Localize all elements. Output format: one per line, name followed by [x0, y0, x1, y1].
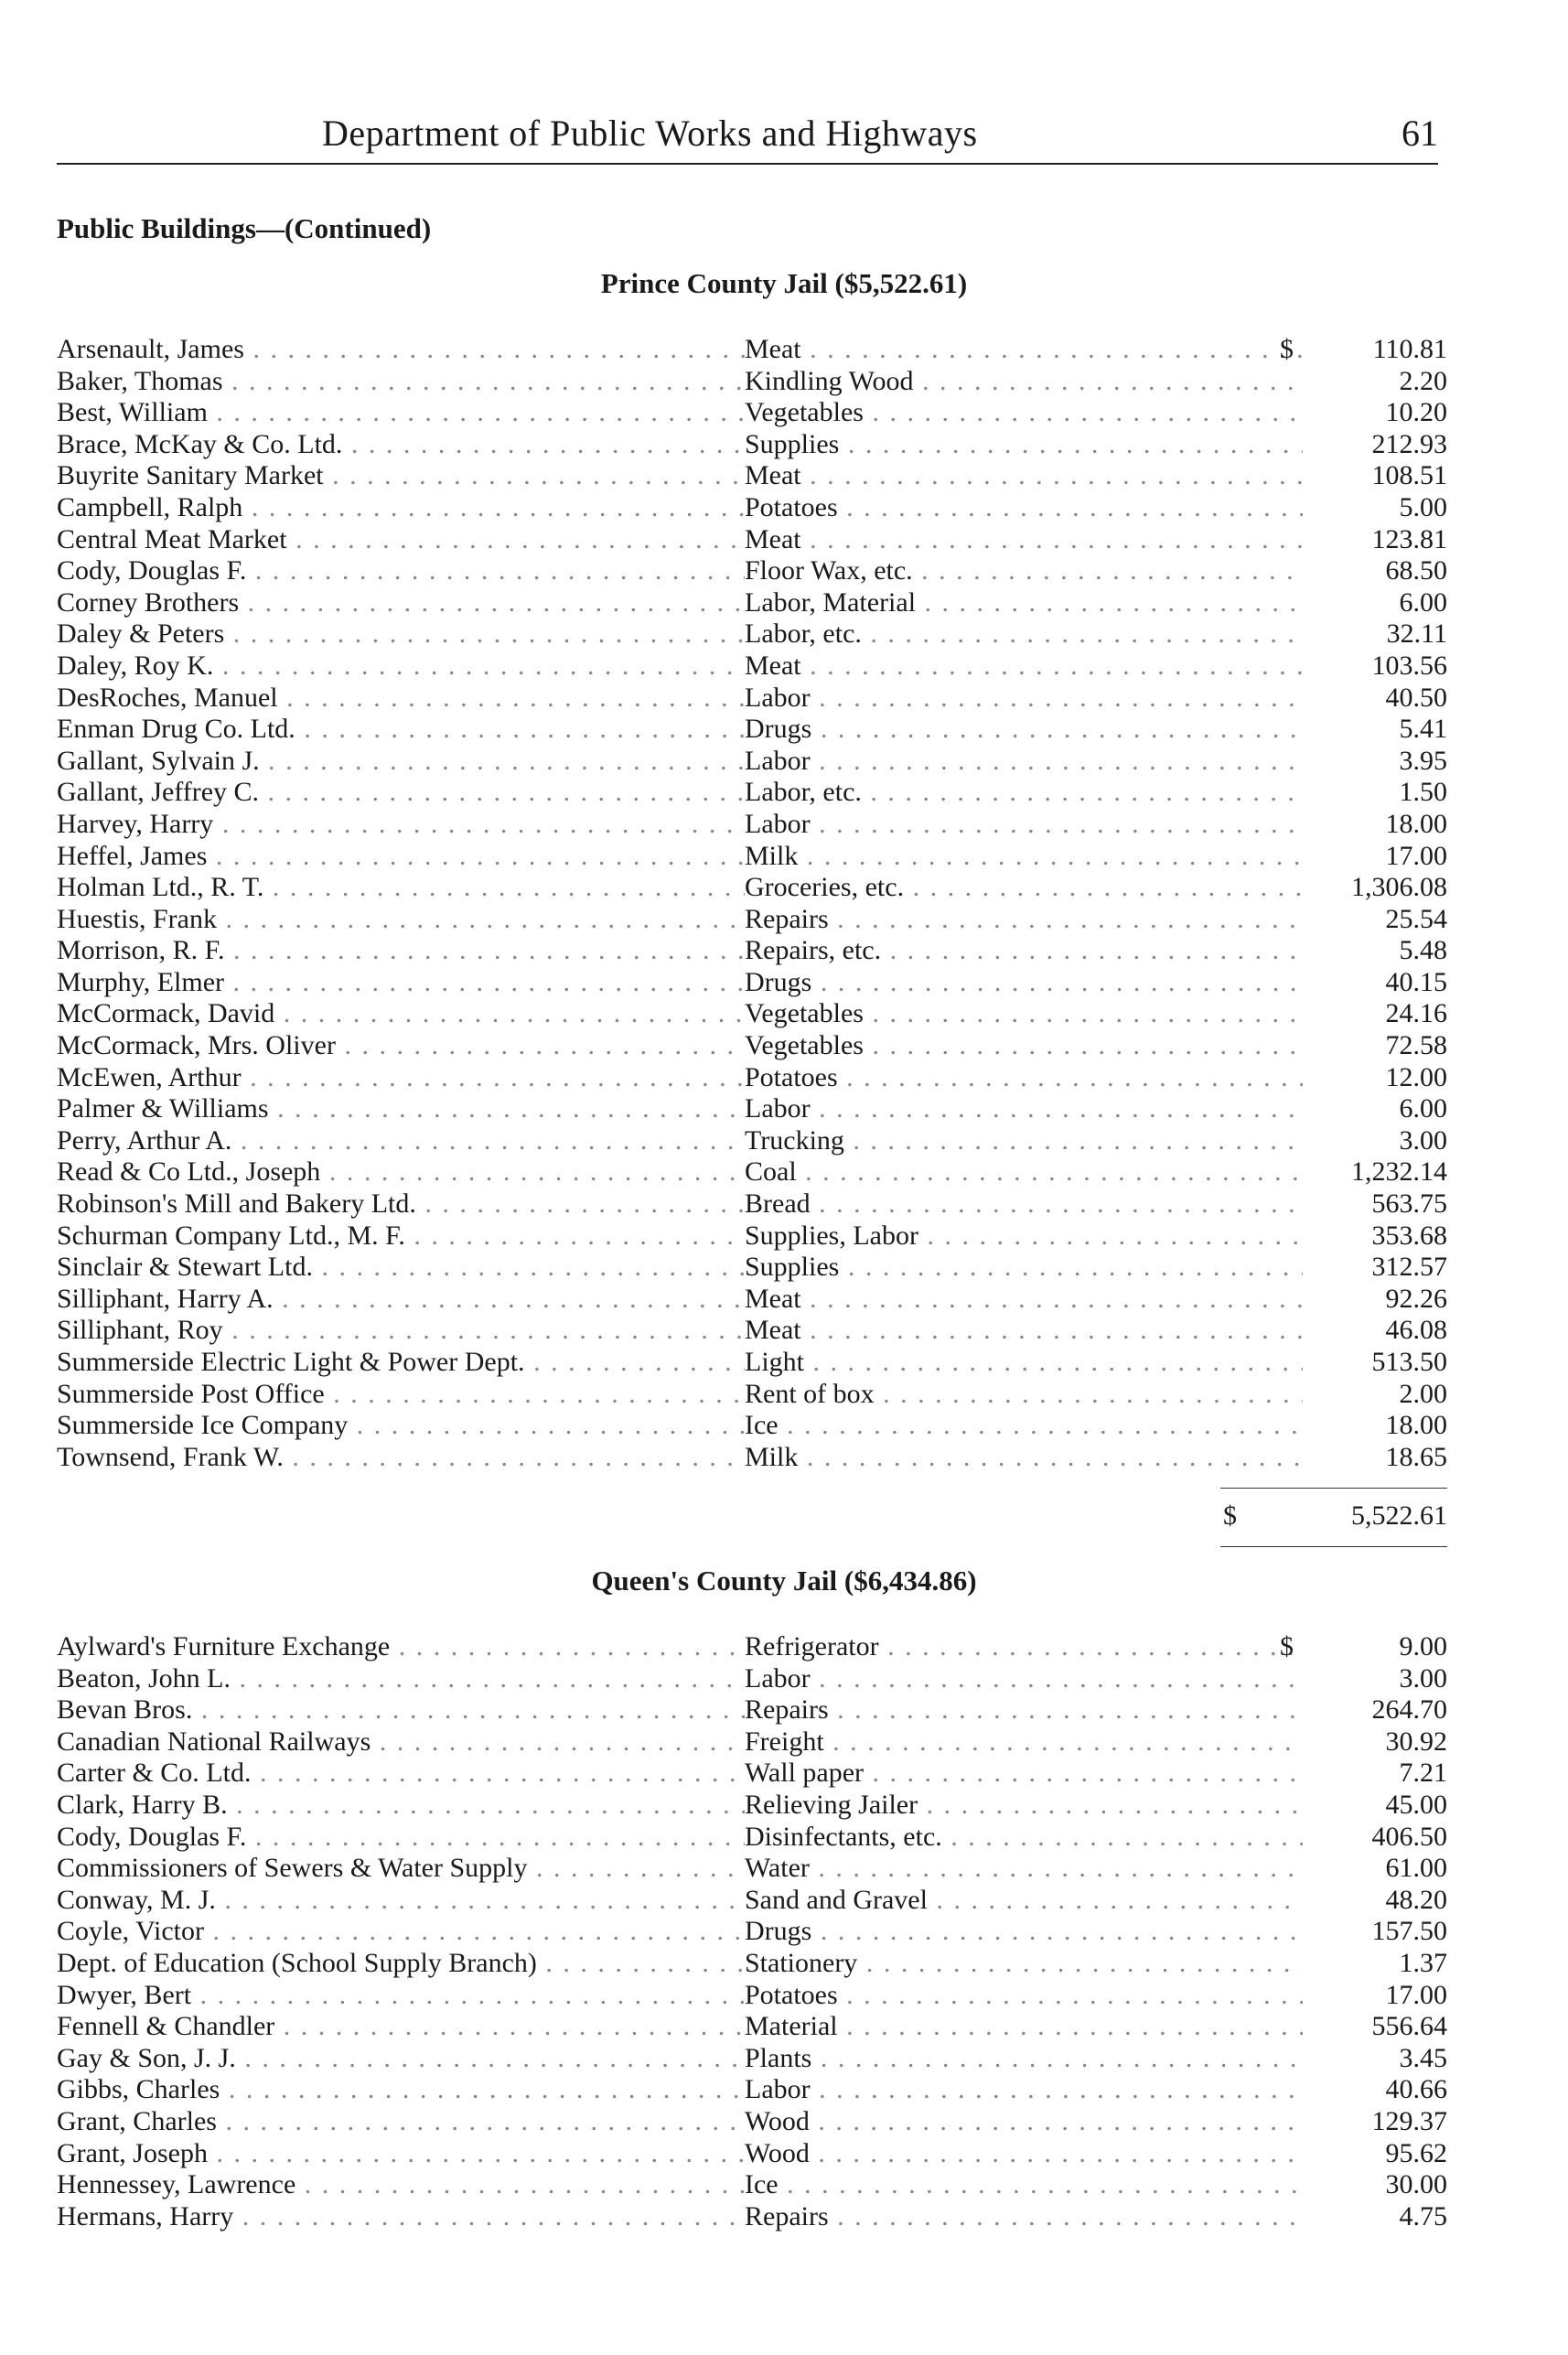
amount: 48.20 [1385, 1884, 1447, 1915]
ledger-row [57, 397, 1447, 429]
ledger-row [57, 777, 1447, 809]
item-description: Wood . . . [745, 2138, 1303, 2170]
amount: 264.70 [1371, 1694, 1447, 1726]
item-description: Ice . . . [745, 2169, 1303, 2201]
item-description: Trucking . . . [745, 1125, 1303, 1157]
item-description: Labor . . . [745, 1663, 1303, 1695]
prince-county-amount: ($5,522.61) [834, 267, 968, 299]
amount: 7.21 [1399, 1758, 1447, 1789]
payee-name: McCormack, David . . . [57, 998, 745, 1030]
ledger-row [57, 1663, 1447, 1695]
ledger-row [57, 2201, 1447, 2233]
amount: 406.50 [1371, 1821, 1447, 1852]
item-description: Potatoes . . . [745, 492, 1303, 524]
amount: 5.41 [1399, 714, 1447, 745]
amount: 3.45 [1399, 2042, 1447, 2073]
ledger-row [57, 1885, 1447, 1917]
payee-name: Clark, Harry B. . . . [57, 1790, 745, 1822]
item-description: Material . . . [745, 2011, 1303, 2043]
ledger-row [57, 651, 1447, 683]
amount: 24.16 [1385, 998, 1447, 1029]
item-description: Supplies, Labor . . . [745, 1221, 1303, 1253]
running-head [57, 112, 1438, 163]
page-number: 61 [1402, 113, 1438, 154]
amount: 18.65 [1385, 1441, 1447, 1472]
payee-name: Summerside Ice Company . . . [57, 1410, 745, 1442]
ledger-row [57, 1062, 1447, 1094]
payee-name: Daley, Roy K. . . . [57, 651, 745, 683]
payee-name: Commissioners of Sewers & Water Supply . . . [57, 1853, 745, 1885]
item-description: Potatoes . . . [745, 1062, 1303, 1094]
ledger-row [57, 1030, 1447, 1062]
ledger-row [57, 809, 1447, 841]
payee-name: Summerside Electric Light & Power Dept. . . . [57, 1347, 745, 1379]
item-description: Disinfectants, etc. . . . [745, 1822, 1303, 1854]
ledger-row [57, 683, 1447, 715]
payee-name: Brace, McKay & Co. Ltd. . . . [57, 429, 745, 461]
payee-name: Bevan Bros. . . . [57, 1694, 745, 1726]
header-rule [57, 163, 1438, 165]
amount: 212.93 [1371, 428, 1447, 459]
ledger-row [57, 334, 1447, 366]
payee-name: Best, William . . . [57, 397, 745, 429]
item-description: Groceries, etc. . . . [745, 872, 1303, 904]
total-rule-top [1220, 1488, 1447, 1489]
item-description: Kindling Wood . . . [745, 366, 1303, 398]
amount: 12.00 [1385, 1061, 1447, 1092]
amount: 103.56 [1371, 650, 1447, 681]
ledger-row [57, 1948, 1447, 1980]
total-rule-bottom [1220, 1546, 1447, 1547]
amount: 513.50 [1371, 1347, 1447, 1377]
ledger-row [57, 2106, 1447, 2138]
item-description: Wall paper . . . [745, 1758, 1303, 1790]
item-description: Meat . . . [745, 460, 1303, 492]
ledger-row [57, 460, 1447, 492]
item-description: Repairs . . . [745, 904, 1303, 936]
amount: 5.00 [1399, 491, 1447, 522]
amount: 556.64 [1371, 2011, 1447, 2042]
item-description: Vegetables . . . [745, 1030, 1303, 1062]
queens-county-ledger [57, 1631, 1447, 2232]
ledger-row [57, 2074, 1447, 2106]
amount: 4.75 [1399, 2200, 1447, 2231]
amount: 25.54 [1385, 903, 1447, 934]
queens-county-heading [0, 1565, 1568, 1597]
payee-name: Arsenault, James . . . [57, 334, 745, 366]
payee-name: Summerside Post Office . . . [57, 1379, 745, 1411]
item-description: Wood . . . [745, 2106, 1303, 2138]
amount: 68.50 [1385, 555, 1447, 586]
payee-name: Daley & Peters . . . [57, 618, 745, 651]
amount: 40.15 [1385, 966, 1447, 997]
payee-name: DesRoches, Manuel . . . [57, 683, 745, 715]
payee-name: Silliphant, Roy . . . [57, 1315, 745, 1347]
ledger-row [57, 1758, 1447, 1790]
amount: 30.00 [1385, 2169, 1447, 2200]
item-description: Rent of box . . . [745, 1379, 1303, 1411]
ledger-row [57, 1125, 1447, 1157]
item-description: Ice . . . [745, 1410, 1303, 1442]
dollar-sign: $ [1280, 334, 1294, 364]
amount: 45.00 [1385, 1789, 1447, 1820]
ledger-row [57, 1156, 1447, 1188]
queens-county-title: Queen's County Jail [591, 1565, 838, 1597]
item-description: Repairs . . . [745, 1694, 1303, 1726]
amount: 110.81 [1372, 334, 1447, 364]
page-title: Department of Public Works and Highways [322, 113, 978, 154]
item-description: Repairs, etc. . . . [745, 935, 1303, 967]
amount: 92.26 [1385, 1283, 1447, 1314]
payee-name: Fennell & Chandler . . . [57, 2011, 745, 2043]
item-description: Labor, Material . . . [745, 587, 1303, 619]
amount: 46.08 [1385, 1315, 1447, 1346]
item-description: Labor . . . [745, 2074, 1303, 2106]
amount: 95.62 [1385, 2137, 1447, 2168]
payee-name: Corney Brothers . . . [57, 587, 745, 619]
payee-name: Central Meat Market . . . [57, 524, 745, 556]
amount: 30.92 [1385, 1726, 1447, 1757]
item-description: Refrigerator . . . [745, 1631, 1303, 1663]
payee-name: Gallant, Sylvain J. . . . [57, 746, 745, 778]
payee-name: Baker, Thomas . . . [57, 366, 745, 398]
amount: 17.00 [1385, 840, 1447, 871]
ledger-row [57, 429, 1447, 461]
ledger-row [57, 1790, 1447, 1822]
payee-name: Huestis, Frank . . . [57, 904, 745, 936]
amount: 17.00 [1385, 1979, 1447, 2010]
ledger-row [57, 1822, 1447, 1854]
amount: 2.00 [1399, 1378, 1447, 1409]
amount: 129.37 [1371, 2105, 1447, 2136]
ledger-row [57, 872, 1447, 904]
ledger-row [57, 1252, 1447, 1284]
ledger-row [57, 841, 1447, 873]
ledger-row [57, 524, 1447, 556]
payee-name: Silliphant, Harry A. . . . [57, 1284, 745, 1316]
amount: 1,306.08 [1351, 872, 1447, 903]
item-description: Labor . . . [745, 746, 1303, 778]
amount: 40.50 [1385, 682, 1447, 713]
payee-name: Cody, Douglas F. . . . [57, 1822, 745, 1854]
payee-name: Gay & Son, J. J. . . . [57, 2043, 745, 2075]
payee-name: Beaton, John L. . . . [57, 1663, 745, 1695]
item-description: Meat . . . [745, 651, 1303, 683]
item-description: Labor . . . [745, 683, 1303, 715]
amount: 3.00 [1399, 1662, 1447, 1694]
item-description: Labor . . . [745, 809, 1303, 841]
payee-name: Perry, Arthur A. . . . [57, 1125, 745, 1157]
payee-name: Campbell, Ralph . . . [57, 492, 745, 524]
payee-name: Heffel, James . . . [57, 841, 745, 873]
amount: 72.58 [1385, 1030, 1447, 1061]
payee-name: Hermans, Harry . . . [57, 2201, 745, 2233]
ledger-row [57, 1916, 1447, 1948]
payee-name: Cody, Douglas F. . . . [57, 555, 745, 587]
ledger-row [57, 1379, 1447, 1411]
item-description: Drugs . . . [745, 714, 1303, 746]
amount: 108.51 [1371, 460, 1447, 491]
ledger-row [57, 492, 1447, 524]
payee-name: Carter & Co. Ltd. . . . [57, 1758, 745, 1790]
ledger-row [57, 1410, 1447, 1442]
amount: 5.48 [1399, 935, 1447, 966]
payee-name: Holman Ltd., R. T. . . . [57, 872, 745, 904]
item-description: Repairs . . . [745, 2201, 1303, 2233]
ledger-row [57, 1284, 1447, 1316]
amount: 2.20 [1399, 365, 1447, 396]
item-description: Freight . . . [745, 1726, 1303, 1758]
ledger-row [57, 1188, 1447, 1221]
amount: 312.57 [1371, 1252, 1447, 1283]
item-description: Sand and Gravel . . . [745, 1885, 1303, 1917]
ledger-row [57, 967, 1447, 999]
item-description: Meat . . . [745, 334, 1303, 366]
amount: 9.00 [1399, 1631, 1447, 1661]
payee-name: Conway, M. J. . . . [57, 1885, 745, 1917]
prince-county-title: Prince County Jail [600, 267, 828, 299]
payee-name: Gallant, Jeffrey C. . . . [57, 777, 745, 809]
amount: 40.66 [1385, 2074, 1447, 2105]
payee-name: Hennessey, Lawrence . . . [57, 2169, 745, 2201]
amount: 6.00 [1399, 1093, 1447, 1124]
item-description: Meat . . . [745, 524, 1303, 556]
payee-name: Aylward's Furniture Exchange . . . [57, 1631, 745, 1663]
item-description: Labor, etc. . . . [745, 777, 1303, 809]
dollar-sign: $ [1280, 1631, 1294, 1661]
item-description: Milk . . . [745, 1442, 1303, 1474]
amount: 1.37 [1399, 1947, 1447, 1978]
payee-name: Grant, Charles . . . [57, 2106, 745, 2138]
amount: 18.00 [1385, 1410, 1447, 1441]
total-dollar-sign: $ [1223, 1500, 1237, 1531]
ledger-row [57, 1093, 1447, 1125]
item-description: Supplies . . . [745, 1252, 1303, 1284]
payee-name: Grant, Joseph . . . [57, 2138, 745, 2170]
amount: 353.68 [1371, 1220, 1447, 1251]
payee-name: Canadian National Railways . . . [57, 1726, 745, 1758]
item-description: Vegetables . . . [745, 397, 1303, 429]
amount: 1.50 [1399, 777, 1447, 808]
prince-county-ledger [57, 334, 1447, 1473]
amount: 61.00 [1385, 1853, 1447, 1884]
payee-name: Palmer & Williams . . . [57, 1093, 745, 1125]
item-description: Meat . . . [745, 1315, 1303, 1347]
payee-name: McEwen, Arthur . . . [57, 1062, 745, 1094]
payee-name: Dept. of Education (School Supply Branch) . . . [57, 1948, 745, 1980]
ledger-row [57, 2138, 1447, 2170]
ledger-row [57, 2011, 1447, 2043]
ledger-row [57, 1726, 1447, 1758]
amount: 1,232.14 [1351, 1156, 1447, 1188]
amount: 3.95 [1399, 745, 1447, 776]
item-description: Floor Wax, etc. . . . [745, 555, 1303, 587]
item-description: Drugs . . . [745, 1916, 1303, 1948]
payee-name: Sinclair & Stewart Ltd. . . . [57, 1252, 745, 1284]
queens-county-amount: ($6,434.86) [843, 1565, 977, 1597]
total-amount: 5,522.61 [1351, 1500, 1447, 1531]
ledger-row [57, 998, 1447, 1030]
item-description: Coal . . . [745, 1156, 1303, 1188]
payee-name: Townsend, Frank W. . . . [57, 1442, 745, 1474]
item-description: Light . . . [745, 1347, 1303, 1379]
ledger-row [57, 555, 1447, 587]
payee-name: Gibbs, Charles . . . [57, 2074, 745, 2106]
item-description: Supplies . . . [745, 429, 1303, 461]
item-description: Water . . . [745, 1853, 1303, 1885]
amount: 123.81 [1371, 523, 1447, 554]
ledger-row [57, 1853, 1447, 1885]
item-description: Labor . . . [745, 1093, 1303, 1125]
item-description: Potatoes . . . [745, 1980, 1303, 2012]
payee-name: Dwyer, Bert . . . [57, 1980, 745, 2012]
section-title: Public Buildings—(Continued) [57, 212, 432, 244]
ledger-row [57, 746, 1447, 778]
payee-name: Murphy, Elmer . . . [57, 967, 745, 999]
amount: 563.75 [1371, 1188, 1447, 1220]
ledger-row [57, 714, 1447, 746]
amount: 32.11 [1386, 618, 1447, 650]
ledger-row [57, 2043, 1447, 2075]
ledger-row [57, 1347, 1447, 1379]
amount: 6.00 [1399, 586, 1447, 618]
ledger-row [57, 1694, 1447, 1726]
item-description: Labor, etc. . . . [745, 618, 1303, 651]
ledger-row [57, 618, 1447, 651]
ledger-row [57, 366, 1447, 398]
payee-name: Read & Co Ltd., Joseph . . . [57, 1156, 745, 1188]
item-description: Relieving Jailer . . . [745, 1790, 1303, 1822]
payee-name: Morrison, R. F. . . . [57, 935, 745, 967]
amount: 3.00 [1399, 1124, 1447, 1156]
item-description: Plants . . . [745, 2043, 1303, 2075]
payee-name: Harvey, Harry . . . [57, 809, 745, 841]
amount: 157.50 [1371, 1916, 1447, 1947]
item-description: Drugs . . . [745, 967, 1303, 999]
amount: 18.00 [1385, 808, 1447, 839]
item-description: Milk . . . [745, 841, 1303, 873]
prince-county-total [1220, 1488, 1447, 1552]
payee-name: Robinson's Mill and Bakery Ltd. . . . [57, 1188, 745, 1221]
item-description: Meat . . . [745, 1284, 1303, 1316]
item-description: Vegetables . . . [745, 998, 1303, 1030]
item-description: Bread . . . [745, 1188, 1303, 1221]
payee-name: Buyrite Sanitary Market . . . [57, 460, 745, 492]
ledger-row [57, 935, 1447, 967]
payee-name: McCormack, Mrs. Oliver . . . [57, 1030, 745, 1062]
amount: 10.20 [1385, 397, 1447, 428]
ledger-row [57, 1442, 1447, 1474]
ledger-row [57, 1221, 1447, 1253]
item-description: Stationery . . . [745, 1948, 1303, 1980]
payee-name: Enman Drug Co. Ltd. . . . [57, 714, 745, 746]
ledger-row [57, 904, 1447, 936]
ledger-row [57, 2169, 1447, 2201]
ledger-row [57, 587, 1447, 619]
ledger-row [57, 1631, 1447, 1663]
prince-county-heading [0, 267, 1568, 300]
payee-name: Schurman Company Ltd., M. F. . . . [57, 1221, 745, 1253]
ledger-row [57, 1315, 1447, 1347]
ledger-row [57, 1980, 1447, 2012]
payee-name: Coyle, Victor . . . [57, 1916, 745, 1948]
